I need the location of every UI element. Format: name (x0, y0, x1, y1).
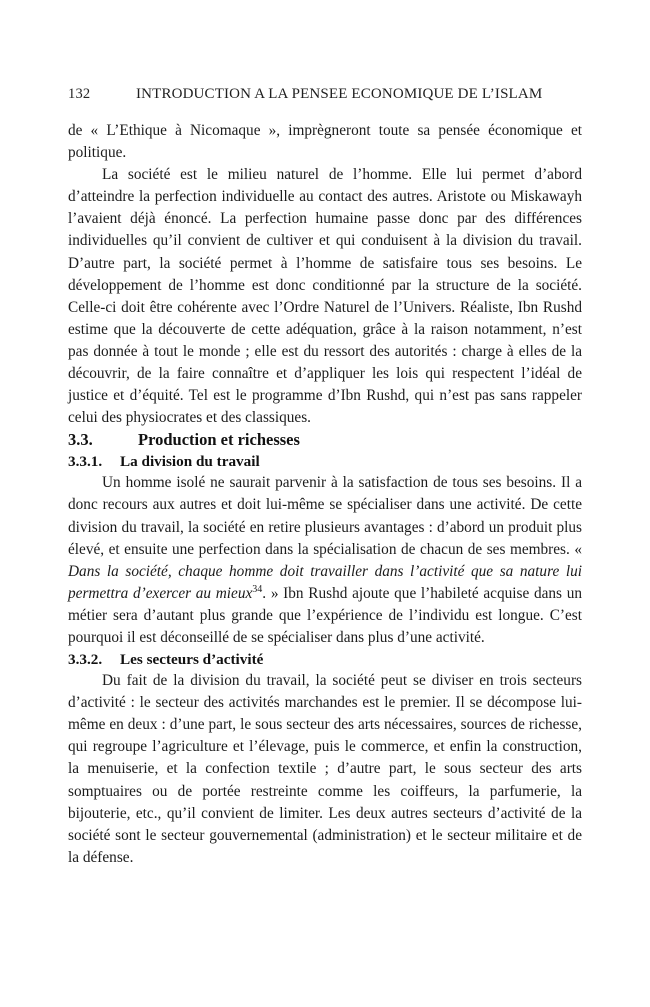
heading-section-3-3-2 (68, 649, 582, 670)
running-head (68, 86, 582, 106)
paragraph-continuation: de « L’Ethique à Nicomaque », imprègneront toute sa pensée économique et politique. (68, 122, 582, 162)
heading-title-3-3-1: La division du travail (120, 453, 260, 471)
heading-section-3-3 (68, 429, 582, 451)
paragraph-lead-text: Un homme isolé ne saurait parvenir à la satisfaction de tous ses besoins. Il a donc recours aux autres et doit lui-même se spécialiser dans une activité. De cette division du travail, la société en retire plusieurs avantages : d’abord un produit plus élevé, et ensuite une perfection dans la spécialisation de chacun de ses membres. « (68, 474, 582, 558)
paragraph-tail-text: . » Ibn Rushd ajoute que l’habileté acquise dans un métier sera d’autant plus grande que l’expérience de l’individu est longue. C’est pourquoi il est déconseillé de se spécialiser dans plus d’une activité. (68, 584, 583, 646)
page-number: 132 (68, 86, 91, 102)
body-text-block (68, 120, 582, 869)
paragraph-society: La société est le milieu naturel de l’homme. Elle lui permet d’abord d’atteindre la perfection individuelle au contact des autres. Aristote ou Miskawayh l’avaient déjà énoncé. La perfection humaine passe donc par des différences individuelles qu’il convient de cultiver et qui conduisent à la division du travail. D’autre part, la société permet à l’homme de satisfaire tous ses besoins. Le développement de l’homme est donc conditionné par la structure de la société. Celle-ci doit être cohérente avec l’Ordre Naturel de l’Univers. Réaliste, Ibn Rushd estime que la découverte de cette adéquation, grâce à la raison notamment, n’est pas donnée à tout le monde ; elle est du ressort des autorités : charge à elles de la découvrir, de la faire connaître et d’appliquer les lois qui respectent l’idéal de justice et d’équité. Tel est le programme d’Ibn Rushd, qui n’est pas sans rappeler celui des physiocrates et des classiques. (68, 166, 582, 427)
heading-section-3-3-1 (68, 451, 582, 472)
heading-title-3-3-2: Les secteurs d’activité (120, 651, 264, 669)
footnote-marker: 34 (252, 583, 263, 595)
heading-title-3-3: Production et richesses (138, 430, 300, 450)
heading-number-3-3-1: 3.3.1. (68, 453, 103, 471)
running-head-title: INTRODUCTION A LA PENSEE ECONOMIQUE DE L’ISLAM (136, 86, 543, 102)
heading-number-3-3: 3.3. (68, 430, 93, 450)
paragraph-sectors: Du fait de la division du travail, la société peut se diviser en trois secteurs d’activité : le secteur des activités marchandes est le premier. Il se décompose lui-même en deux : d’une part, le sous secteur des arts nécessaires, sources de richesse, qui regroupe l’agriculture et l’élevage, puis le commerce, et enfin la construction, la menuiserie, et la confection textile ; d’autre part, le sous secteur des arts somptuaires ou de portée restreinte comme les coiffeurs, la parfumerie, la bijouterie, etc., qu’il convient de limiter. Les deux autres secteurs d’activité de la société sont le secteur gouvernemental (administration) et le secteur militaire et de la défense. (68, 672, 582, 866)
paragraph-division-of-labour (68, 472, 582, 649)
heading-number-3-3-2: 3.3.2. (68, 651, 103, 669)
quoted-passage: Dans la société, chaque homme doit travailler dans l’activité que sa nature lui permettra d’exercer au mieux (68, 562, 582, 602)
